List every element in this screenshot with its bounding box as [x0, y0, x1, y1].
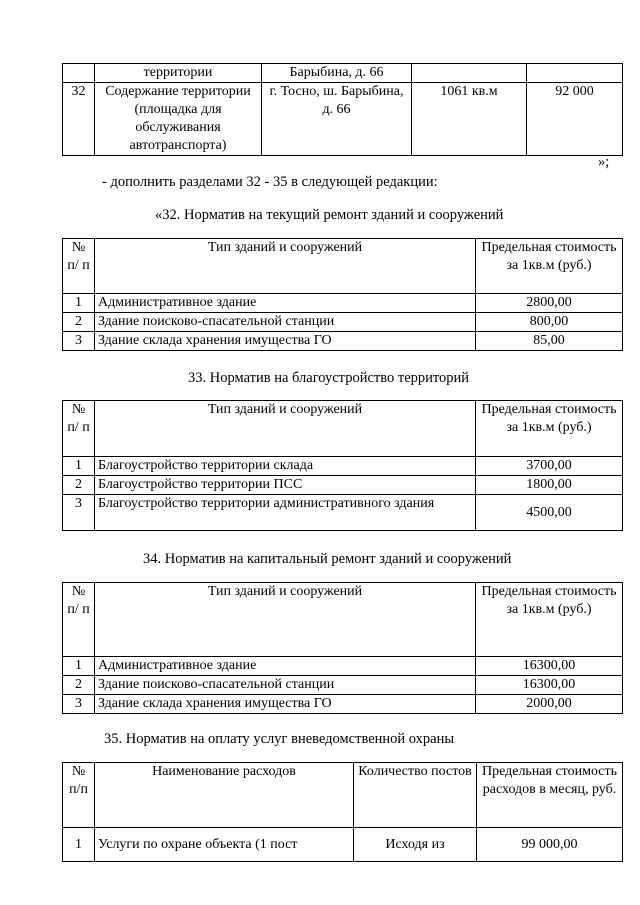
table-header-row	[63, 763, 623, 828]
table-row	[63, 695, 623, 714]
row-number: 1	[63, 457, 95, 476]
table-row	[63, 64, 623, 83]
row-name: Благоустройство территории ПСС	[95, 476, 476, 495]
section-34-table	[62, 582, 623, 714]
table-row	[63, 332, 623, 351]
row-number: 1	[63, 294, 95, 313]
row-number: 3	[63, 332, 95, 351]
row-name: Административное здание	[95, 294, 476, 313]
header-num: № п/ п	[63, 583, 95, 657]
header-cost: Предельная стоимость расходов в месяц, руб.	[477, 763, 623, 828]
row-name: Административное здание	[95, 657, 476, 676]
header-cost: Предельная стоимость за 1кв.м (руб.)	[476, 239, 623, 294]
table-row	[63, 495, 623, 531]
row-cost: 4500,00	[476, 495, 623, 531]
row-cost: 16300,00	[476, 676, 623, 695]
header-name: Наименование расходов	[95, 763, 354, 828]
table-header-row	[63, 583, 623, 657]
row-number: 32	[63, 83, 95, 156]
row-name: Здание поисково-спасательной станции	[95, 313, 476, 332]
row-name: Благоустройство территории склада	[95, 457, 476, 476]
row-name: Здание склада хранения имущества ГО	[95, 695, 476, 714]
header-num: № п/ п	[63, 239, 95, 294]
row-name: Здание склада хранения имущества ГО	[95, 332, 476, 351]
top-table	[62, 63, 623, 156]
table-row	[63, 476, 623, 495]
closing-quote: »;	[598, 154, 610, 170]
table-row	[63, 676, 623, 695]
row-cost: 99 000,00	[477, 828, 623, 862]
header-type: Тип зданий и сооружений	[95, 239, 476, 294]
table-row	[63, 657, 623, 676]
table-row	[63, 294, 623, 313]
row-qty: Исходя из	[354, 828, 477, 862]
table-row	[63, 457, 623, 476]
section-35-table	[62, 762, 623, 862]
row-name: Благоустройство территории административного здания	[95, 495, 476, 531]
item-cost: 92 000	[527, 83, 623, 156]
header-type: Тип зданий и сооружений	[95, 583, 476, 657]
row-name: Здание поисково-спасательной станции	[95, 676, 476, 695]
section-34-title: 34. Норматив на капитальный ремонт зданий и сооружений	[143, 551, 512, 567]
header-cost: Предельная стоимость за 1кв.м (руб.)	[476, 583, 623, 657]
section-33-title: 33. Норматив на благоустройство территорий	[188, 370, 470, 386]
row-number: 3	[63, 695, 95, 714]
table-header-row	[63, 401, 623, 457]
item-address: г. Тосно, ш. Барыбина, д. 66	[262, 83, 412, 156]
row-name: Услуги по охране объекта (1 пост	[95, 828, 354, 862]
row-number: 1	[63, 657, 95, 676]
header-num: № п/п	[63, 763, 95, 828]
table-row	[63, 83, 623, 156]
header-type: Тип зданий и сооружений	[95, 401, 476, 457]
row-cost: 16300,00	[476, 657, 623, 676]
row-cost: 1800,00	[476, 476, 623, 495]
row-number: 1	[63, 828, 95, 862]
row-cost: 2800,00	[476, 294, 623, 313]
item-name: Содержание территории (площадка для обслуживания автотранспорта)	[95, 83, 262, 156]
item-area: 1061 кв.м	[412, 83, 527, 156]
row-cost: 85,00	[476, 332, 623, 351]
header-cost: Предельная стоимость за 1кв.м (руб.)	[476, 401, 623, 457]
section-35-title: 35. Норматив на оплату услуг вневедомственной охраны	[104, 731, 455, 747]
row-number: 2	[63, 313, 95, 332]
row-number: 2	[63, 676, 95, 695]
table-cell: территории	[95, 64, 262, 83]
section-33-table	[62, 400, 623, 531]
header-qty: Количество постов	[354, 763, 477, 828]
row-number: 2	[63, 476, 95, 495]
section-32-title: «32. Норматив на текущий ремонт зданий и сооружений	[155, 207, 504, 223]
table-row	[63, 828, 623, 862]
row-cost: 2000,00	[476, 695, 623, 714]
section-32-table	[62, 238, 623, 351]
intro-line: - дополнить разделами 32 - 35 в следующей редакции:	[102, 174, 438, 190]
table-header-row	[63, 239, 623, 294]
header-num: № п/ п	[63, 401, 95, 457]
table-row	[63, 313, 623, 332]
row-cost: 800,00	[476, 313, 623, 332]
row-cost: 3700,00	[476, 457, 623, 476]
row-number: 3	[63, 495, 95, 531]
table-cell: Барыбина, д. 66	[262, 64, 412, 83]
